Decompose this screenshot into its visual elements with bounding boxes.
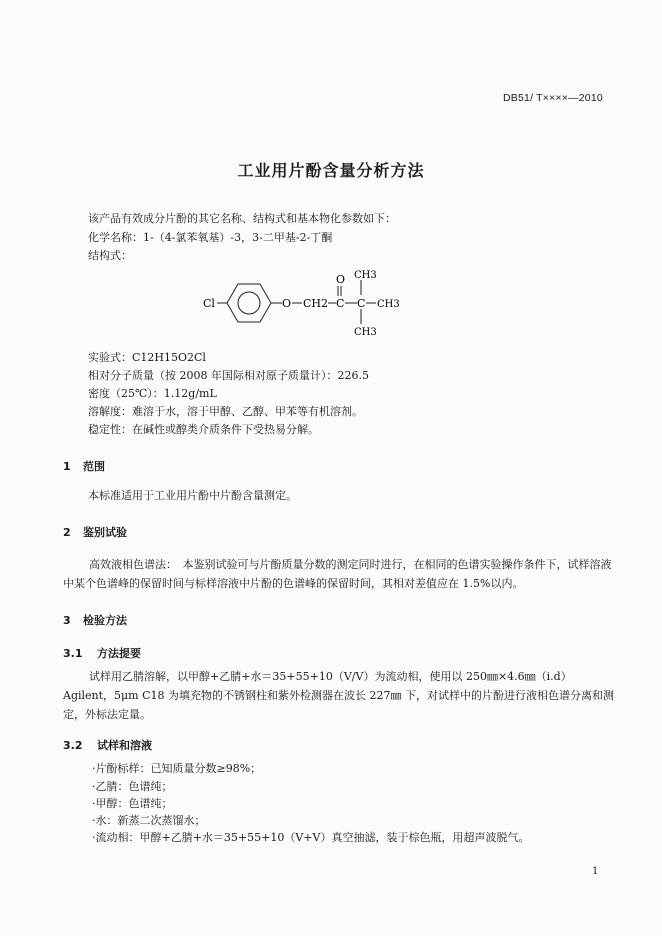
methyl-bottom: CH3 <box>354 327 377 338</box>
section-2-heading <box>63 524 127 540</box>
reagent-item: ·甲醇：色谱纯； <box>92 797 173 810</box>
ether-oxygen: O <box>282 297 292 310</box>
density: 密度（25℃）：1.12g/mL <box>88 387 217 400</box>
solubility: 溶解度：难溶于水，溶于甲醇、乙醇、甲苯等有机溶剂。 <box>88 405 363 418</box>
methyl-right: CH3 <box>377 299 400 310</box>
section-3-1-heading <box>63 645 141 661</box>
stability: 稳定性：在碱性或醇类介质条件下受热易分解。 <box>88 423 319 436</box>
reagent-item: ·流动相：甲醇+乙腈+水＝35+55+10（V+V）真空抽滤，装于棕色瓶，用超声波脱气。 <box>92 831 530 844</box>
section-number: 2 <box>63 526 71 539</box>
page-number: 1 <box>592 866 599 877</box>
section-title: 试样和溶液 <box>97 739 152 752</box>
section-3-2-heading <box>63 737 152 753</box>
carbonyl-carbon: C <box>336 297 345 310</box>
bullet-icon: · <box>92 797 96 810</box>
molecular-mass: 相对分子质量（按 2008 年国际相对原子质量计）：226.5 <box>88 369 369 382</box>
scope-text: 本标准适用于工业用片酚中片酚含量测定。 <box>88 489 297 502</box>
section-title: 检验方法 <box>83 614 127 627</box>
section-number: 3.2 <box>63 739 83 752</box>
section-title: 范围 <box>83 460 105 473</box>
section-title: 鉴别试验 <box>83 526 127 539</box>
quaternary-carbon: C <box>357 297 366 310</box>
standard-code: DB51/ T××××—2010 <box>503 92 603 104</box>
section-number: 3 <box>63 614 71 627</box>
page-title: 工业用片酚含量分析方法 <box>237 161 425 180</box>
aromatic-circle <box>238 292 260 314</box>
bullet-icon: · <box>92 831 96 844</box>
bullet-icon: · <box>92 780 96 793</box>
benzene-ring <box>227 284 271 322</box>
section-number: 3.1 <box>63 647 83 660</box>
structural-formula <box>190 262 420 342</box>
bullet-icon: · <box>92 814 96 827</box>
ch2-group: CH2 <box>303 297 329 310</box>
methyl-top: CH3 <box>354 270 377 281</box>
chemical-name: 化学名称：1-（4-氯苯氧基）-3，3-二甲基-2-丁酮 <box>88 231 333 244</box>
section-1-heading <box>63 458 105 474</box>
identification-text: 高效液相色谱法： 本鉴别试验可与片酚质量分数的测定同时进行，在相同的色谱实验操作条件下，试样溶液中某个色谱峰的保留时间与标样溶液中片酚的色谱峰的保留时间，其相对差值应在 1.5%以内。 <box>63 558 612 590</box>
section-title: 方法提要 <box>97 647 141 660</box>
section-3-heading <box>63 612 127 628</box>
section-number: 1 <box>63 460 71 473</box>
method-summary-text: 试样用乙腈溶解，以甲醇+乙腈+水＝35+55+10（V/V）为流动相，使用以 250㎜×4.6㎜（i.d）Agilent，5μm C18 为填充物的不锈钢柱和紫外检测器在波长 227㎜ 下，对试样中的片酚进行液相色谱分离和测定，外标法定量。 <box>63 670 615 721</box>
reagent-item: ·乙腈：色谱纯； <box>92 780 173 793</box>
structure-label: 结构式： <box>88 249 132 262</box>
reagent-item: ·片酚标样：已知质量分数≥98%； <box>92 762 262 775</box>
bullet-icon: · <box>92 762 96 775</box>
reagent-item: ·水：新蒸二次蒸馏水； <box>92 814 206 827</box>
cl-atom: Cl <box>203 297 215 310</box>
carbonyl-oxygen: O <box>336 273 346 286</box>
empirical-formula: 实验式：C12H15O2Cl <box>88 351 206 364</box>
intro-line: 该产品有效成分片酚的其它名称、结构式和基本物化参数如下： <box>88 212 396 225</box>
